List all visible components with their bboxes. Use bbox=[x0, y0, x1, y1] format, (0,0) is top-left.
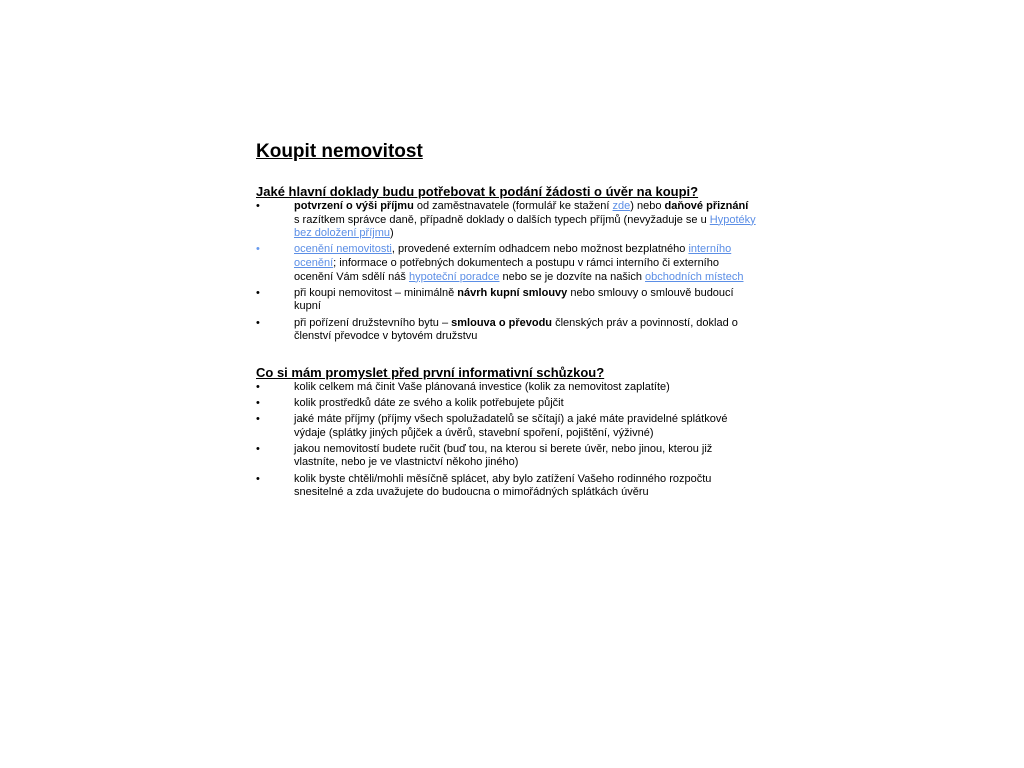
item-text: členských práv a povinností, doklad o členství převodce v bytovém družstvu bbox=[294, 316, 738, 343]
list-item-property-valuation bbox=[256, 243, 756, 284]
item-text: , provedené externím odhadcem nebo možnost bezplatného bbox=[391, 243, 689, 256]
bullet: • bbox=[256, 286, 260, 299]
item-text: s razítkem správce daně, případně doklady o dalších typech příjmů (nevyžaduje se u bbox=[294, 213, 710, 226]
list-item-income-proof bbox=[256, 200, 756, 241]
bold-text: daňové přiznání bbox=[664, 200, 749, 212]
bullet: • bbox=[256, 200, 260, 212]
bullet: • bbox=[256, 380, 260, 393]
internal-valuation-link[interactable]: interního ocenění bbox=[294, 243, 732, 269]
document-content bbox=[256, 140, 756, 502]
item-text: kolik celkem má činit Vaše plánovaná investice (kolik za nemovitost zaplatíte) bbox=[294, 380, 670, 393]
list-item bbox=[256, 473, 756, 500]
download-form-link[interactable]: zde bbox=[612, 200, 631, 212]
item-text: nebo se je dozvíte na našich bbox=[499, 270, 646, 283]
item-text: jakou nemovitostí budete ručit (buď tou, na kterou si berete úvěr, nebo jinou, kterou již vlastníte, nebo je ve vlastnictví někoho jiného) bbox=[294, 442, 713, 469]
item-text: kolik byste chtěli/mohli měsíčně splácet, aby bylo zatížení Vašeho rodinného rozpočtu snesitelné a zda uvažujete do budoucna o mimořádných splátkách úvěru bbox=[294, 472, 712, 499]
bullet: • bbox=[256, 396, 260, 409]
item-text: nebo smlouvy o smlouvě budoucí kupní bbox=[294, 286, 734, 313]
bullet: • bbox=[256, 472, 260, 485]
bold-text: potvrzení o výši příjmu bbox=[294, 200, 414, 212]
section-heading-first-meeting: Co si mám promyslet před první informativní schůzkou? bbox=[256, 364, 605, 380]
item-text: od zaměstnavatele (formulář ke stažení bbox=[413, 200, 613, 212]
bold-text: návrh kupní smlouvy bbox=[457, 286, 568, 299]
list-item bbox=[256, 443, 756, 470]
bullet: • bbox=[256, 243, 260, 256]
list-item bbox=[256, 413, 756, 440]
bold-text: smlouva o převodu bbox=[451, 316, 553, 329]
item-text: při pořízení družstevního bytu – bbox=[294, 316, 452, 329]
bullet: • bbox=[256, 316, 260, 329]
page-title: Koupit nemovitost bbox=[256, 141, 423, 162]
bullet: • bbox=[256, 413, 260, 426]
item-text: kolik prostředků dáte ze svého a kolik potřebujete půjčit bbox=[294, 396, 564, 409]
item-text: jaké máte příjmy (příjmy všech spolužadatelů se sčítají) a jaké máte pravidelné splátkové výdaje (splátky jiných půjček a úvěrů, stavební spoření, pojištění, výživné) bbox=[294, 413, 728, 439]
bullet: • bbox=[256, 442, 260, 455]
branch-locations-link[interactable]: obchodních místech bbox=[645, 270, 744, 283]
item-text: ) bbox=[390, 227, 394, 240]
mortgage-without-income-link[interactable]: Hypotéky bez doložení příjmu bbox=[294, 213, 756, 240]
property-valuation-link[interactable]: ocenění nemovitosti bbox=[294, 243, 392, 256]
mortgage-advisor-link[interactable]: hypoteční poradce bbox=[408, 270, 500, 283]
section-heading-documents: Jaké hlavní doklady budu potřebovat k podání žádosti o úvěr na koupi? bbox=[256, 184, 699, 199]
documents-list bbox=[256, 200, 756, 344]
item-text: ; informace o potřebných dokumentech a postupu v rámci interního či externího ocenění Vám sdělí náš bbox=[294, 256, 719, 283]
item-text: ) nebo bbox=[630, 200, 665, 212]
considerations-list bbox=[256, 381, 756, 500]
list-item-purchase-contract bbox=[256, 287, 756, 314]
list-item-cooperative-flat bbox=[256, 317, 756, 344]
list-item bbox=[256, 381, 756, 395]
item-text: při koupi nemovitost – minimálně bbox=[294, 286, 458, 299]
list-item bbox=[256, 397, 756, 411]
